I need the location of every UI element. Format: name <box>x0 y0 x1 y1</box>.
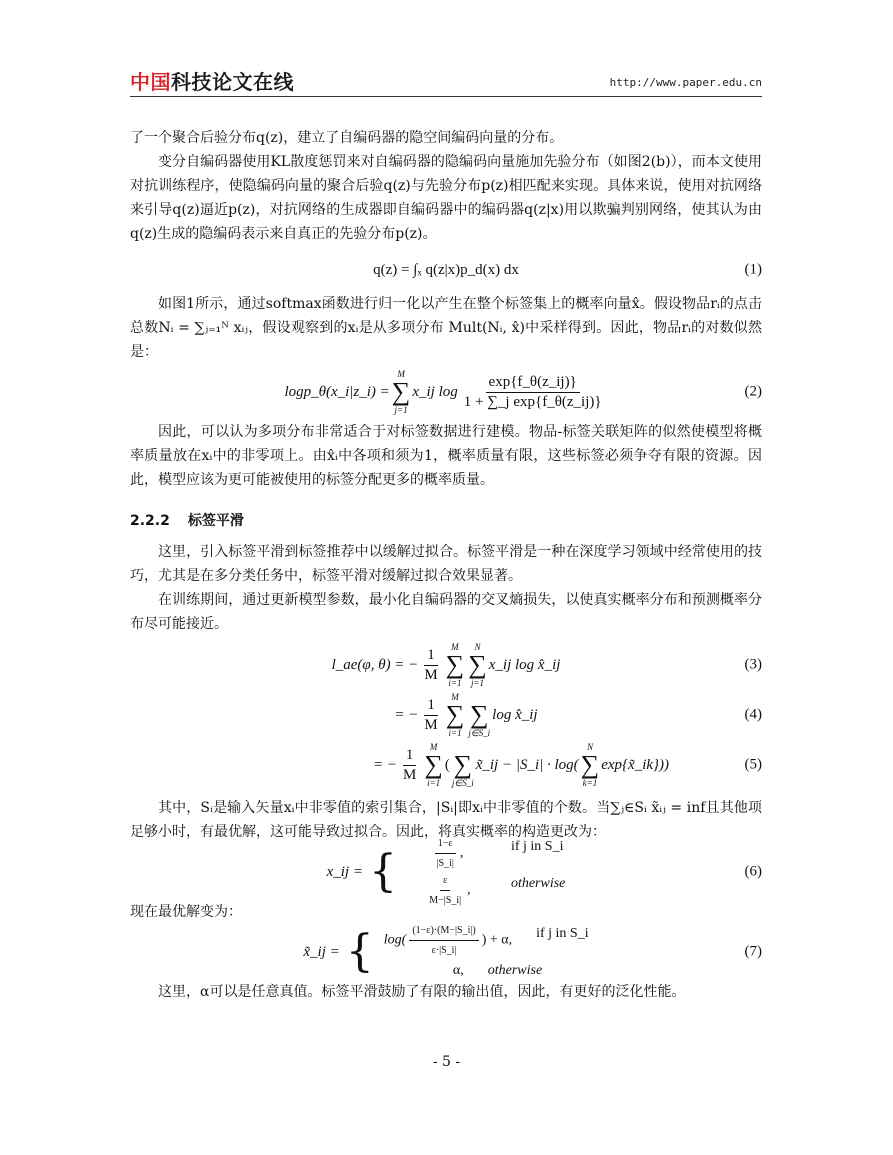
fraction-numerator: 1 <box>403 747 417 766</box>
case-2-value: $\frac{\varepsilon}{M-|S\_i|}$ , <box>407 872 487 909</box>
sum-upper-limit: N <box>474 642 481 652</box>
logo-red-text: 中国 <box>130 70 171 94</box>
equation-3-body <box>332 642 561 688</box>
case-2-fraction <box>426 872 464 909</box>
paragraph-6: 在训练期间，通过更新模型参数，最小化自编码器的交叉熵损失，以使真实概率分布和预测概率分布尽可能接近。 <box>130 592 762 632</box>
equation-7-number: (7) <box>744 943 762 960</box>
sum-lower-limit: j∈S_i <box>468 728 491 738</box>
sum-operator-i <box>446 692 465 738</box>
equation-5-tail: exp{x̃_ik})) <box>601 756 670 773</box>
sigma-symbol: ∑ <box>469 700 489 729</box>
left-brace: { <box>368 846 397 897</box>
equation-4-lhs: = − <box>394 706 419 723</box>
one-over-M-fraction <box>421 697 440 734</box>
equation-2-lhs: logp_θ(x_i|z_i) = <box>284 383 390 400</box>
equation-1-number: (1) <box>744 261 762 278</box>
left-brace: { <box>345 926 374 977</box>
equation-6-number: (6) <box>744 863 762 880</box>
paragraph-1: 了一个聚合后验分布q(z)，建立了自编码器的隐空间编码向量的分布。 <box>130 130 564 146</box>
paragraph-8: 现在最优解变为： <box>130 904 242 920</box>
sum-lower-limit: i=1 <box>448 728 462 738</box>
page-number: - 5 - <box>432 1054 461 1070</box>
sigma-symbol: ∑ <box>580 750 600 779</box>
equation-7 <box>130 924 762 980</box>
fraction-denominator: M <box>424 716 438 733</box>
equation-3-rhs: x_ij log x̂_ij <box>488 656 561 673</box>
case-2-value: α, <box>452 962 464 978</box>
cases-block <box>384 922 589 983</box>
case-row-1 <box>407 835 565 872</box>
sum-operator-i <box>446 642 465 688</box>
equation-5-lhs: = − <box>372 756 397 773</box>
cases-block <box>407 835 565 909</box>
fraction-denominator: M <box>424 666 438 683</box>
case-1-value: $\frac{1-\varepsilon}{|S\_i|}$ , <box>407 835 487 872</box>
case-2-condition: otherwise <box>487 962 543 978</box>
equation-5-body <box>373 742 669 788</box>
sum-operator-i <box>424 742 443 788</box>
paragraph-4: 因此，可以认为多项分布非常适合于对标签数据进行建模。物品-标签关联矩阵的似然使模型将概率质量放在xᵢ中的非零项上。由x̂ᵢ中各项和须为1，概率质量有限，这些标签必须争夺有限的资源。因此，模型应该为更可能被使用的标签分配更多的概率质量。 <box>130 424 762 488</box>
equation-4 <box>130 690 762 740</box>
equation-4-body <box>394 692 537 738</box>
paragraph-3: 如图1所示，通过softmax函数进行归一化以产生在整个标签集上的概率向量x̂。假设物品rᵢ的点击总数Nᵢ = ∑ⱼ₌₁ᴺ xᵢⱼ，假设观察到的xᵢ是从多项分布 Mult(Nᵢ, x̂)中采样得到。因此，物品rᵢ的对数似然是： <box>130 296 762 360</box>
one-over-M-fraction <box>421 647 440 684</box>
sum-upper-limit: M <box>451 692 459 702</box>
equation-2-mid: x_ij log <box>412 383 458 400</box>
sigma-symbol: ∑ <box>424 750 443 779</box>
case-row-2 <box>407 872 565 909</box>
sum-lower-limit: i=1 <box>448 678 462 688</box>
fraction-numerator: 1 <box>424 697 438 716</box>
paragraph-7: 其中，Sᵢ是输入矢量xᵢ中非零值的索引集合，|Sᵢ|即xᵢ中非零值的个数。当∑ⱼ∈Sᵢ x̃ᵢⱼ = inf且其他项足够小时，有最优解，这可能导致过拟合。因此，将真实概率的构造更改为： <box>130 800 762 840</box>
equation-7-body <box>303 922 588 983</box>
fraction-denominator: 1 + ∑_j exp{f_θ(z_ij)} <box>463 393 602 410</box>
sum-lower-limit: k=1 <box>582 778 598 788</box>
equation-3-number: (3) <box>744 656 762 673</box>
fraction-denominator: M−|S_i| <box>429 895 462 906</box>
paragraph-9: 这里，α可以是任意真值。标签平滑鼓励了有限的输出值，因此，有更好的泛化性能。 <box>158 984 686 1000</box>
equation-6-body <box>327 835 566 909</box>
case-1-fraction <box>409 922 478 959</box>
sum-lower-limit: j∈S_i <box>451 778 474 788</box>
case-row-2 <box>384 959 589 983</box>
equation-1 <box>130 252 762 288</box>
sum-operator <box>392 369 411 415</box>
sum-upper-limit: M <box>429 742 438 752</box>
sum-operator-j <box>468 692 490 738</box>
fraction-numerator: 1−ε <box>435 835 456 854</box>
equation-3-lhs: l_ae(φ, θ) = − <box>331 656 419 673</box>
case-1-value <box>384 922 512 959</box>
section-title: 标签平滑 <box>187 513 244 529</box>
equation-5-number: (5) <box>744 756 762 773</box>
sum-lower-limit: j=1 <box>470 678 485 688</box>
fraction-numerator: ε <box>440 872 450 891</box>
case-1-prefix: log( <box>383 932 407 948</box>
logo-dark-text: 科技论文在线 <box>171 70 294 94</box>
fraction-denominator: |S_i| <box>436 858 454 869</box>
sigma-symbol: ∑ <box>453 750 473 779</box>
fraction-numerator: exp{f_θ(z_ij)} <box>486 374 580 393</box>
page-body <box>130 126 762 1004</box>
open-paren: ( <box>444 756 450 773</box>
sum-operator-j <box>468 642 487 688</box>
case-1-postfix: ) + α, <box>481 932 513 948</box>
equation-6-lhs: x_ij = <box>326 863 363 880</box>
case-1-fraction <box>434 835 457 872</box>
fraction-denominator: ε·|S_i| <box>431 944 457 956</box>
paragraph-5: 这里，引入标签平滑到标签推荐中以缓解过拟合。标签平滑是一种在深度学习领域中经常使用的技巧，尤其是在多分类任务中，标签平滑对缓解过拟合效果显著。 <box>130 544 762 584</box>
section-number: 2.2.2 <box>130 513 170 529</box>
sum-operator-j <box>452 742 474 788</box>
equation-1-body: q(z) = ∫ₓ q(z|x)p_d(x) dx <box>373 261 519 278</box>
equation-4-rhs: log x̂_ij <box>492 706 538 723</box>
fraction-numerator: (1−ε)·(M−|S_i|) <box>409 922 478 941</box>
sum-upper-limit: M <box>397 369 405 379</box>
equation-2-fraction <box>461 374 605 411</box>
page-header <box>130 68 762 96</box>
fraction-numerator: 1 <box>424 647 438 666</box>
one-over-M-fraction <box>400 747 419 784</box>
case-1-condition: if j in S_i <box>510 839 564 854</box>
sigma-symbol: ∑ <box>445 650 465 679</box>
sum-upper-limit: N <box>586 742 593 752</box>
header-rule <box>130 96 762 97</box>
equation-7-lhs: x̃_ij = <box>303 943 340 960</box>
case-row-1 <box>384 922 589 959</box>
equation-5-rhs: x̃_ij − |S_i| · log( <box>475 756 579 773</box>
equation-2-body <box>284 369 607 415</box>
equation-5 <box>130 740 762 790</box>
sigma-symbol: ∑ <box>468 650 487 679</box>
sigma-symbol: ∑ <box>445 700 465 729</box>
journal-logo <box>130 68 294 96</box>
paragraph-2: 变分自编码器使用KL散度惩罚来对自编码器的隐编码向量施加先验分布（如图2(b)），而本文使用对抗训练程序，使隐编码向量的聚合后验q(z)与先验分布p(z)相匹配来实现。具体来说，使用对抗网络来引导q(z)逼近p(z)，对抗网络的生成器即自编码器中的编码器q(z|x)用以欺骗判别网络，使其认为由q(z)生成的隐编码表示来自真正的先验分布p(z)。 <box>130 154 762 242</box>
fraction-denominator: M <box>402 766 417 783</box>
case-1-condition: if j in S_i <box>536 925 589 941</box>
sigma-symbol: ∑ <box>391 377 411 406</box>
equation-4-number: (4) <box>744 706 762 723</box>
equation-2 <box>130 364 762 420</box>
header-url[interactable]: http://www.paper.edu.cn <box>609 76 762 89</box>
sum-operator-k <box>581 742 600 788</box>
sum-lower-limit: j=1 <box>394 405 408 415</box>
equation-2-number: (2) <box>744 383 762 400</box>
sum-lower-limit: i=1 <box>427 778 441 788</box>
case-2-condition: otherwise <box>510 876 566 891</box>
equation-3 <box>130 640 762 690</box>
section-heading <box>130 510 762 530</box>
sum-upper-limit: M <box>451 642 459 652</box>
